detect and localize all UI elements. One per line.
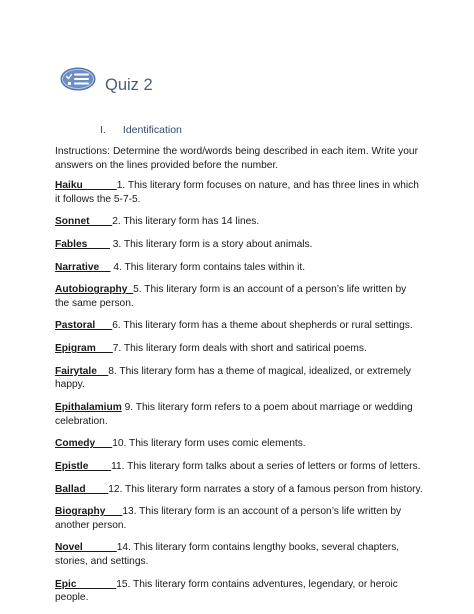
question-item <box>55 179 423 206</box>
answer-blank: Pastoral___ <box>55 320 113 332</box>
section-title: Identification <box>122 124 182 136</box>
question-text: 13. This literary form is an account of a person’s life written by another person. <box>55 506 402 531</box>
answer-blank: Haiku______ <box>55 180 117 191</box>
question-text: 5. This literary form is an account of a person’s life written by the same person. <box>55 284 407 309</box>
answer-blank: Autobiography_ <box>55 284 134 296</box>
question-text: 12. This literary form narrates a story of a famous person from history. <box>108 483 423 495</box>
question-item <box>55 319 423 333</box>
question-text: 8. This literary form has a theme of magical, idealized, or extremely happy. <box>55 365 411 391</box>
question-item <box>55 342 423 356</box>
answer-blank: Fables____ <box>55 238 110 250</box>
question-text: 10. This literary form uses comic elements. <box>112 438 306 450</box>
question-text: 6. This literary form has a theme about shepherds or rural settings. <box>112 320 413 332</box>
question-item <box>55 261 423 275</box>
question-text: 14. This literary form contains lengthy books, several chapters, stories, and settings. <box>55 542 400 567</box>
question-list <box>55 179 423 614</box>
instructions-text: Instructions: Determine the word/words being described in each item. Write your answers on the lines provided before the number. <box>55 146 418 171</box>
question-item <box>55 215 423 229</box>
question-text: 15. This literary form contains adventures, legendary, or heroic people. <box>55 578 398 604</box>
question-item <box>55 578 423 605</box>
question-text: 2. This literary form has 14 lines. <box>112 216 260 228</box>
answer-blank: Narrative__ <box>55 261 111 273</box>
question-text: 3. This literary form is a story about animals. <box>109 238 313 250</box>
section-numeral: I. <box>100 124 106 136</box>
answer-blank: Sonnet____ <box>55 216 113 228</box>
question-item <box>55 401 423 428</box>
question-item <box>55 365 423 392</box>
question-item <box>55 238 423 252</box>
answer-blank: Epistle____ <box>55 460 112 472</box>
question-item <box>55 483 423 497</box>
question-item <box>55 460 423 474</box>
answer-blank: Novel______ <box>55 542 117 554</box>
question-item <box>55 541 423 568</box>
question-item <box>55 283 423 310</box>
question-text: 11. This literary form talks about a series of letters or forms of letters. <box>111 460 421 472</box>
answer-blank: Comedy___ <box>55 438 113 450</box>
question-text: 7. This literary form deals with short and satirical poems. <box>112 343 367 355</box>
question-item <box>55 437 423 451</box>
question-text: 4. This literary form contains tales within it. <box>110 261 306 273</box>
answer-blank: Epigram___ <box>55 343 113 355</box>
answer-blank: Ballad____ <box>55 483 109 495</box>
answer-blank: Fairytale__ <box>55 365 109 377</box>
answer-blank: Biography___ <box>55 506 123 518</box>
question-text: 1. This literary form focuses on nature, and has three lines in which it follows the 5-7-5. <box>55 180 419 205</box>
page-title: Quiz 2 <box>105 76 153 94</box>
question-text: 9. This literary form refers to a poem about marriage or wedding celebration. <box>55 402 413 427</box>
checklist-icon <box>60 67 96 91</box>
question-item <box>55 505 423 532</box>
answer-blank: Epithalamium <box>55 402 122 413</box>
quiz-header <box>60 66 96 92</box>
answer-blank: Epic_______ <box>55 578 117 590</box>
section-heading <box>100 123 182 137</box>
